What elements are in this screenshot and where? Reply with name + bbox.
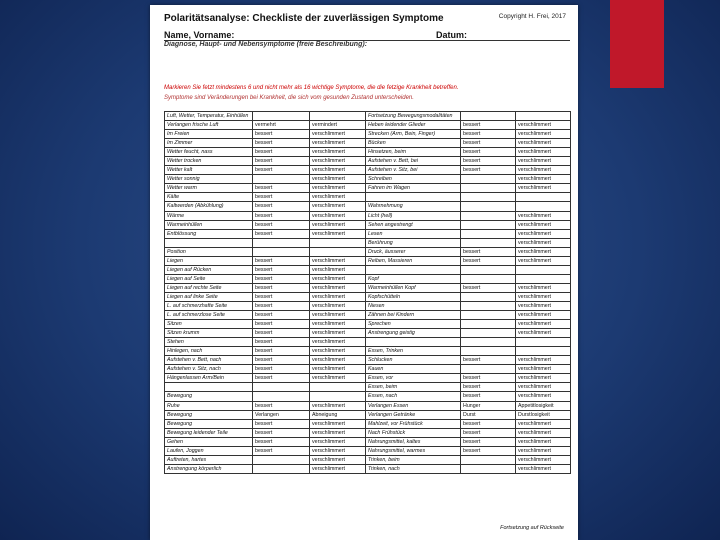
table-row xyxy=(165,428,571,437)
symptom-cell: Liegen auf linke Seite xyxy=(165,292,253,301)
modality-cell[interactable]: verschlimmert xyxy=(310,166,366,175)
symptom-cell: Essen, beim xyxy=(366,383,461,392)
symptom-cell: Verlangen frische Luft xyxy=(165,121,253,130)
table-row xyxy=(165,446,571,455)
modality-cell xyxy=(461,292,516,301)
symptom-cell: Auftreten, hartes xyxy=(165,455,253,464)
symptom-cell: Kälte xyxy=(165,193,253,202)
modality-cell[interactable]: verschlimmert xyxy=(516,184,571,193)
modality-cell[interactable]: verschlimmert xyxy=(310,202,366,211)
modality-cell xyxy=(310,238,366,247)
modality-cell[interactable]: verschlimmert xyxy=(516,220,571,229)
symptom-cell: Wahrnehmung xyxy=(366,202,461,211)
table-row xyxy=(165,256,571,265)
symptom-cell: Sitzen xyxy=(165,320,253,329)
modality-cell[interactable]: bessert xyxy=(253,220,310,229)
symptom-cell: Position xyxy=(165,247,253,256)
symptom-cell: Aufstehen v. Sitz, bei xyxy=(366,166,461,175)
modality-cell xyxy=(310,383,366,392)
modality-cell xyxy=(516,338,571,347)
table-row xyxy=(165,392,571,401)
modality-cell[interactable]: bessert xyxy=(461,446,516,455)
modality-cell[interactable]: bessert xyxy=(461,419,516,428)
modality-cell xyxy=(461,347,516,356)
symptom-cell: L. auf schmerzhafte Seite xyxy=(165,301,253,310)
symptom-cell: Essen, nach xyxy=(366,392,461,401)
table-row xyxy=(165,320,571,329)
modality-cell[interactable]: Hunger xyxy=(461,401,516,410)
modality-cell xyxy=(461,455,516,464)
symptom-cell: Entblössung xyxy=(165,229,253,238)
table-row xyxy=(165,292,571,301)
modality-cell[interactable]: bessert xyxy=(253,292,310,301)
symptom-cell: Wetter feucht, nass xyxy=(165,148,253,157)
modality-cell[interactable]: bessert xyxy=(253,446,310,455)
symptom-cell: Aufstehen v. Sitz, nach xyxy=(165,365,253,374)
symptom-cell: Sprechen xyxy=(366,320,461,329)
modality-cell xyxy=(461,112,516,121)
modality-cell[interactable]: Verlangen xyxy=(253,410,310,419)
symptom-cell xyxy=(366,338,461,347)
modality-cell[interactable]: verschlimmert xyxy=(516,229,571,238)
modality-cell[interactable]: verschlimmert xyxy=(516,238,571,247)
symptom-cell: Warmeinhüllen Kopf xyxy=(366,283,461,292)
symptom-cell: Bewegung xyxy=(165,410,253,419)
modality-cell[interactable]: bessert xyxy=(253,419,310,428)
symptom-cell: Strecken (Arm, Bein, Finger) xyxy=(366,130,461,139)
symptom-cell: Im Zimmer xyxy=(165,139,253,148)
modality-cell[interactable]: verschlimmert xyxy=(310,428,366,437)
symptom-cell: Liegen xyxy=(165,256,253,265)
modality-cell[interactable]: verschlimmert xyxy=(516,148,571,157)
modality-cell[interactable]: verschlimmert xyxy=(310,320,366,329)
modality-cell[interactable]: verschlimmert xyxy=(516,130,571,139)
modality-cell xyxy=(461,274,516,283)
document-page xyxy=(150,5,578,540)
modality-cell[interactable]: verschlimmert xyxy=(516,374,571,383)
symptom-cell: Laufen, Joggen xyxy=(165,446,253,455)
modality-cell[interactable]: verschlimmert xyxy=(310,211,366,220)
symptom-cell: Bücken xyxy=(366,139,461,148)
modality-cell[interactable]: verschlimmert xyxy=(516,320,571,329)
table-row xyxy=(165,283,571,292)
modality-cell[interactable]: bessert xyxy=(461,139,516,148)
symptom-cell: Verlangen Essen xyxy=(366,401,461,410)
modality-cell[interactable]: bessert xyxy=(253,428,310,437)
table-row xyxy=(165,211,571,220)
modality-cell xyxy=(253,464,310,473)
modality-cell[interactable]: bessert xyxy=(253,437,310,446)
modality-cell[interactable]: bessert xyxy=(461,437,516,446)
table-row xyxy=(165,175,571,184)
modality-cell[interactable]: verschlimmert xyxy=(516,446,571,455)
modality-cell[interactable]: bessert xyxy=(253,320,310,329)
symptom-cell: Nach Frühstück xyxy=(366,428,461,437)
modality-cell xyxy=(461,211,516,220)
copyright-text: Copyright H. Frei, 2017 xyxy=(498,13,566,20)
modality-cell[interactable]: bessert xyxy=(253,211,310,220)
modality-cell[interactable]: verschlimmert xyxy=(310,329,366,338)
modality-cell[interactable]: verschlimmert xyxy=(516,365,571,374)
modality-cell xyxy=(253,175,310,184)
symptom-cell: Lesen xyxy=(366,229,461,238)
modality-cell[interactable]: verschlimmert xyxy=(310,175,366,184)
instruction-line-1: Markieren Sie fetzt mindestens 6 und nicht mehr als 16 wichtige Symptome, die die fetzige Krankheit betreffen. xyxy=(164,85,459,91)
modality-cell[interactable]: bessert xyxy=(253,256,310,265)
table-row xyxy=(165,329,571,338)
symptom-cell: Warmeinhüllen xyxy=(165,220,253,229)
table-row xyxy=(165,265,571,274)
modality-cell[interactable]: bessert xyxy=(253,274,310,283)
modality-cell[interactable]: verschlimmert xyxy=(310,139,366,148)
table-row xyxy=(165,247,571,256)
symptom-cell: Liegen auf rechte Seite xyxy=(165,283,253,292)
modality-cell[interactable]: bessert xyxy=(253,193,310,202)
symptom-cell: Schlucken xyxy=(366,356,461,365)
table-row xyxy=(165,464,571,473)
modality-cell[interactable]: verschlimmert xyxy=(310,301,366,310)
modality-cell[interactable]: bessert xyxy=(253,338,310,347)
table-row xyxy=(165,112,571,121)
modality-cell[interactable]: verschlimmert xyxy=(310,265,366,274)
symptom-cell xyxy=(165,238,253,247)
modality-cell[interactable]: bessert xyxy=(461,157,516,166)
symptom-checklist-table xyxy=(164,111,571,474)
modality-cell[interactable]: verschlimmert xyxy=(310,130,366,139)
modality-cell[interactable]: bessert xyxy=(461,428,516,437)
symptom-cell: Wetter trocken xyxy=(165,157,253,166)
modality-cell[interactable]: verschlimmert xyxy=(310,446,366,455)
table-row xyxy=(165,148,571,157)
modality-cell[interactable]: verschlimmert xyxy=(310,356,366,365)
modality-cell xyxy=(516,202,571,211)
modality-cell[interactable]: Abneigung xyxy=(310,410,366,419)
modality-cell[interactable]: verschlimmert xyxy=(310,283,366,292)
symptom-cell: Druck, äusserer xyxy=(366,247,461,256)
modality-cell xyxy=(461,175,516,184)
modality-cell[interactable]: verschlimmert xyxy=(310,437,366,446)
modality-cell[interactable]: verschlimmert xyxy=(516,437,571,446)
name-field-label xyxy=(164,30,570,40)
table-row xyxy=(165,356,571,365)
table-row xyxy=(165,383,571,392)
modality-cell xyxy=(461,320,516,329)
modality-cell[interactable]: bessert xyxy=(253,139,310,148)
modality-cell[interactable]: verschlimmert xyxy=(310,184,366,193)
table-row xyxy=(165,437,571,446)
modality-cell[interactable]: verschlimmert xyxy=(310,365,366,374)
table-row xyxy=(165,274,571,283)
modality-cell[interactable]: verschlimmert xyxy=(516,256,571,265)
modality-cell xyxy=(253,247,310,256)
modality-cell[interactable]: verschlimmert xyxy=(310,292,366,301)
symptom-cell: Wetter warm xyxy=(165,184,253,193)
symptom-cell: Mahlzeit, vor Frühstück xyxy=(366,419,461,428)
symptom-cell: Zähnen bei Kindern xyxy=(366,311,461,320)
modality-cell[interactable]: verschlimmert xyxy=(310,419,366,428)
table-row xyxy=(165,193,571,202)
table-row xyxy=(165,301,571,310)
symptom-cell xyxy=(366,193,461,202)
symptom-cell: Bewegung leidender Teile xyxy=(165,428,253,437)
symptom-cell: Hinlegen, nach xyxy=(165,347,253,356)
modality-cell[interactable]: bessert xyxy=(461,383,516,392)
modality-cell xyxy=(253,238,310,247)
symptom-cell: Aufstehen v. Bett, nach xyxy=(165,356,253,365)
modality-cell[interactable]: verschlimmert xyxy=(516,329,571,338)
modality-cell[interactable]: verschlimmert xyxy=(310,220,366,229)
modality-cell xyxy=(516,112,571,121)
modality-cell xyxy=(461,311,516,320)
modality-cell[interactable]: verschlimmert xyxy=(516,455,571,464)
modality-cell xyxy=(310,392,366,401)
table-row xyxy=(165,419,571,428)
modality-cell xyxy=(253,392,310,401)
modality-cell[interactable]: bessert xyxy=(461,392,516,401)
table-row xyxy=(165,401,571,410)
modality-cell xyxy=(461,365,516,374)
table-row xyxy=(165,184,571,193)
table-row xyxy=(165,229,571,238)
symptom-cell: Kauen xyxy=(366,365,461,374)
symptom-cell: Hängenlassen Arm/Bein xyxy=(165,374,253,383)
modality-cell xyxy=(253,112,310,121)
modality-cell[interactable]: bessert xyxy=(253,311,310,320)
symptom-cell: Trinken, nach xyxy=(366,464,461,473)
modality-cell xyxy=(461,229,516,238)
red-corner-tab xyxy=(610,0,664,88)
modality-cell[interactable]: verschlimmert xyxy=(516,301,571,310)
modality-cell[interactable]: bessert xyxy=(461,374,516,383)
modality-cell[interactable]: verschlimmert xyxy=(516,121,571,130)
modality-cell[interactable]: verschlimmert xyxy=(310,401,366,410)
modality-cell[interactable]: verschlimmert xyxy=(516,356,571,365)
symptom-cell: Bewegung xyxy=(165,419,253,428)
modality-cell[interactable]: bessert xyxy=(253,301,310,310)
modality-cell[interactable]: bessert xyxy=(253,157,310,166)
modality-cell xyxy=(310,112,366,121)
symptom-cell: Nahrungsmittel, warmes xyxy=(366,446,461,455)
symptom-cell: Wetter kalt xyxy=(165,166,253,175)
symptom-cell: Kopfschütteln xyxy=(366,292,461,301)
modality-cell xyxy=(461,301,516,310)
symptom-cell: Gehen xyxy=(165,437,253,446)
modality-cell xyxy=(461,220,516,229)
modality-cell[interactable]: verschlimmert xyxy=(310,311,366,320)
symptom-cell: Stehen xyxy=(165,338,253,347)
modality-cell[interactable]: verschlimmert xyxy=(310,455,366,464)
modality-cell[interactable]: bessert xyxy=(461,148,516,157)
modality-cell[interactable]: bessert xyxy=(253,229,310,238)
modality-cell xyxy=(310,247,366,256)
symptom-cell: Kaltwerden (Abkühlung) xyxy=(165,202,253,211)
modality-cell[interactable]: bessert xyxy=(253,265,310,274)
table-row xyxy=(165,139,571,148)
modality-cell[interactable]: Appetitlosigkeit xyxy=(516,401,571,410)
modality-cell[interactable]: bessert xyxy=(461,283,516,292)
modality-cell[interactable]: verschlimmert xyxy=(310,464,366,473)
symptom-cell xyxy=(165,383,253,392)
modality-cell[interactable]: verschlimmert xyxy=(516,311,571,320)
symptom-cell: Licht (hell) xyxy=(366,211,461,220)
modality-cell[interactable]: vermindert xyxy=(310,121,366,130)
modality-cell[interactable]: verschlimmert xyxy=(516,139,571,148)
symptom-cell: Liegen auf Rücken xyxy=(165,265,253,274)
table-row xyxy=(165,410,571,419)
modality-cell[interactable]: verschlimmert xyxy=(516,419,571,428)
symptom-cell: Anstrengung geistig xyxy=(366,329,461,338)
table-row xyxy=(165,121,571,130)
symptom-cell: Reiben, Massieren xyxy=(366,256,461,265)
modality-cell[interactable]: bessert xyxy=(253,184,310,193)
modality-cell[interactable]: bessert xyxy=(253,374,310,383)
modality-cell[interactable]: bessert xyxy=(461,166,516,175)
symptom-cell: Liegen auf Seite xyxy=(165,274,253,283)
symptom-cell: L. auf schmerzlose Seite xyxy=(165,311,253,320)
modality-cell[interactable]: verschlimmert xyxy=(516,283,571,292)
modality-cell xyxy=(461,329,516,338)
symptom-cell: Berührung xyxy=(366,238,461,247)
table-row xyxy=(165,311,571,320)
modality-cell[interactable]: Durstlosigkeit xyxy=(516,410,571,419)
table-row xyxy=(165,202,571,211)
modality-cell[interactable]: verschlimmert xyxy=(516,157,571,166)
modality-cell[interactable]: verschlimmert xyxy=(310,229,366,238)
modality-cell[interactable]: bessert xyxy=(253,401,310,410)
modality-cell[interactable]: verschlimmert xyxy=(516,383,571,392)
symptom-cell: Nahrungsmittel, kaltes xyxy=(366,437,461,446)
modality-cell[interactable]: Durst xyxy=(461,410,516,419)
symptom-cell: Kopf xyxy=(366,274,461,283)
modality-cell xyxy=(516,193,571,202)
modality-cell xyxy=(461,464,516,473)
modality-cell[interactable]: verschlimmert xyxy=(310,193,366,202)
modality-cell xyxy=(461,238,516,247)
diagnosis-label: Diagnose, Haupt- und Nebensymptome (freie Beschreibung): xyxy=(164,41,368,48)
symptom-cell xyxy=(366,265,461,274)
symptom-cell: Fahren im Wagen xyxy=(366,184,461,193)
modality-cell[interactable]: bessert xyxy=(461,121,516,130)
modality-cell[interactable]: bessert xyxy=(461,356,516,365)
modality-cell[interactable]: bessert xyxy=(461,130,516,139)
modality-cell xyxy=(516,265,571,274)
symptom-cell: Schreiben xyxy=(366,175,461,184)
modality-cell[interactable]: bessert xyxy=(253,166,310,175)
table-row xyxy=(165,455,571,464)
symptom-cell: Sehen angestrengt xyxy=(366,220,461,229)
symptom-cell: Hinsetzen, beim xyxy=(366,148,461,157)
continuation-note: Fortsetzung auf Rückseite xyxy=(500,525,564,531)
name-label: Name, Vorname: xyxy=(164,30,235,40)
table-row xyxy=(165,374,571,383)
symptom-cell: Bewegung xyxy=(165,392,253,401)
table-row xyxy=(165,365,571,374)
instruction-line-2: Symptome sind Veränderungen bei Krankheit, die sich vom gesunden Zustand unterscheiden. xyxy=(164,95,414,101)
modality-cell[interactable]: bessert xyxy=(253,202,310,211)
table-row xyxy=(165,130,571,139)
modality-cell[interactable]: verschlimmert xyxy=(516,464,571,473)
modality-cell[interactable]: bessert xyxy=(461,256,516,265)
modality-cell[interactable]: bessert xyxy=(253,329,310,338)
modality-cell[interactable]: verschlimmert xyxy=(516,166,571,175)
modality-cell xyxy=(516,274,571,283)
symptom-cell: Sitzen krumm xyxy=(165,329,253,338)
modality-cell[interactable]: verschlimmert xyxy=(310,338,366,347)
modality-cell[interactable]: verschlimmert xyxy=(310,157,366,166)
modality-cell[interactable]: verschlimmert xyxy=(516,247,571,256)
modality-cell[interactable]: bessert xyxy=(253,130,310,139)
date-label: Datum: xyxy=(436,30,467,40)
symptom-cell: Luft, Wetter, Temperatur, Einhüllen xyxy=(165,112,253,121)
symptom-cell: Im Freien xyxy=(165,130,253,139)
modality-cell[interactable]: verschlimmert xyxy=(516,175,571,184)
modality-cell[interactable]: verschlimmert xyxy=(516,292,571,301)
symptom-cell: Wärme xyxy=(165,211,253,220)
symptom-cell: Trinken, beim xyxy=(366,455,461,464)
symptom-cell: Ruhe xyxy=(165,401,253,410)
table-row xyxy=(165,220,571,229)
modality-cell[interactable]: bessert xyxy=(253,356,310,365)
table-row xyxy=(165,347,571,356)
modality-cell xyxy=(253,383,310,392)
modality-cell[interactable]: verschlimmert xyxy=(310,256,366,265)
modality-cell[interactable]: verschlimmert xyxy=(310,374,366,383)
symptom-cell: Wetter sonnig xyxy=(165,175,253,184)
symptom-cell: Essen, vor xyxy=(366,374,461,383)
symptom-cell: Essen, Trinken xyxy=(366,347,461,356)
modality-cell[interactable]: verschlimmert xyxy=(310,274,366,283)
table-row xyxy=(165,238,571,247)
modality-cell xyxy=(516,347,571,356)
symptom-cell: Heben leidender Glieder xyxy=(366,121,461,130)
modality-cell xyxy=(461,184,516,193)
symptom-cell: Fortsetzung Bewegungsmodalitäten xyxy=(366,112,461,121)
modality-cell[interactable]: bessert xyxy=(253,347,310,356)
modality-cell xyxy=(461,193,516,202)
modality-cell[interactable]: verschlimmert xyxy=(516,428,571,437)
symptom-cell: Aufstehen v. Bett, bei xyxy=(366,157,461,166)
symptom-cell: Niesen xyxy=(366,301,461,310)
modality-cell[interactable]: bessert xyxy=(461,247,516,256)
table-row xyxy=(165,166,571,175)
symptom-cell: Anstrengung körperlich xyxy=(165,464,253,473)
modality-cell xyxy=(461,265,516,274)
modality-cell[interactable]: bessert xyxy=(253,148,310,157)
table-row xyxy=(165,157,571,166)
table-row xyxy=(165,338,571,347)
modality-cell[interactable]: verschlimmert xyxy=(516,211,571,220)
modality-cell[interactable]: verschlimmert xyxy=(310,347,366,356)
modality-cell xyxy=(461,338,516,347)
document-title: Polaritätsanalyse: Checkliste der zuverlässigen Symptome xyxy=(164,13,444,24)
symptom-cell: Verlangen Getränke xyxy=(366,410,461,419)
modality-cell xyxy=(253,455,310,464)
modality-cell[interactable]: bessert xyxy=(253,365,310,374)
modality-cell[interactable]: verschlimmert xyxy=(310,148,366,157)
modality-cell[interactable]: vermehrt xyxy=(253,121,310,130)
modality-cell xyxy=(461,202,516,211)
modality-cell[interactable]: verschlimmert xyxy=(516,392,571,401)
modality-cell[interactable]: bessert xyxy=(253,283,310,292)
